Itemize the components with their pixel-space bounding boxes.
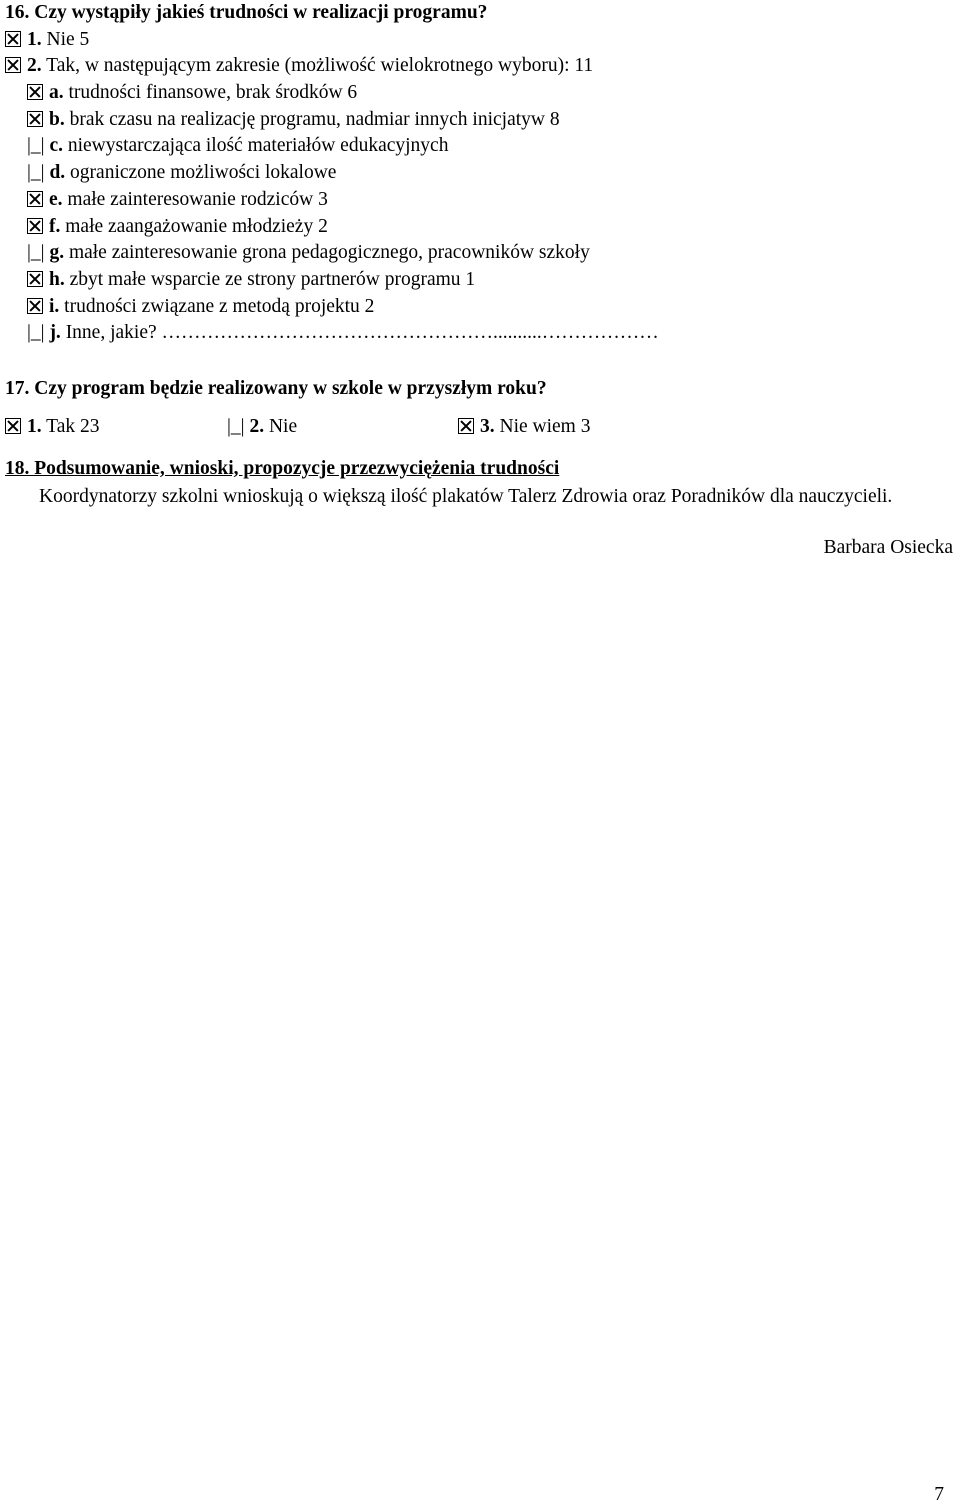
q16-option-row[interactable] — [5, 187, 957, 214]
empty-checkbox-icon[interactable]: |_| — [27, 162, 45, 184]
option-text: niewystarczająca ilość materiałów edukacyjnych — [62, 135, 449, 157]
option-letter: f. — [49, 215, 61, 237]
q16-option-row[interactable] — [5, 53, 957, 80]
page-content — [5, 0, 957, 561]
option-text: małe zainteresowanie grona pedagogicznego, pracowników szkoły — [64, 242, 590, 264]
q16-option-row[interactable] — [5, 240, 957, 267]
option-text: zbyt małe wsparcie ze strony partnerów programu 1 — [64, 268, 476, 290]
option-text: małe zaangażowanie młodzieży 2 — [60, 215, 328, 237]
option-letter: i. — [49, 295, 60, 317]
q16-option-row[interactable] — [5, 80, 957, 107]
question-17-title-row — [5, 374, 957, 404]
q16-option-row[interactable] — [5, 160, 957, 187]
option-letter: e. — [49, 188, 63, 210]
option-text: Tak, w następującym zakresie (możliwość wielokrotnego wyboru): 11 — [41, 55, 594, 77]
option-text: Nie 5 — [41, 28, 90, 50]
option-letter: d. — [49, 162, 66, 184]
empty-checkbox-icon[interactable]: |_| — [227, 415, 245, 437]
option-letter: h. — [49, 268, 65, 290]
question-16-options — [5, 27, 957, 347]
option-letter: c. — [49, 135, 63, 157]
q16-option-row[interactable] — [5, 320, 957, 347]
q17-option-3[interactable]: 3. Nie wiem 3 — [458, 414, 590, 441]
q16-option-row[interactable] — [5, 294, 957, 321]
option-text: ograniczone możliwości lokalowe — [65, 162, 337, 184]
q16-option-row[interactable] — [5, 133, 957, 160]
option-letter: a. — [49, 82, 64, 104]
question-18-title: 18. Podsumowanie, wnioski, propozycje przezwyciężenia trudności — [5, 457, 560, 479]
question-18-body: Koordynatorzy szkolni wnioskują o większą ilość plakatów Talerz Zdrowia oraz Poradników dla nauczycieli. — [39, 485, 893, 507]
checked-checkbox-icon[interactable] — [27, 191, 43, 207]
option-letter: 1. — [27, 28, 42, 50]
option-letter: b. — [49, 108, 65, 130]
checked-checkbox-icon[interactable] — [5, 418, 21, 434]
checked-checkbox-icon[interactable] — [27, 298, 43, 314]
empty-checkbox-icon[interactable]: |_| — [27, 242, 45, 264]
option-text: Inne, jakie? ……………………………………………..........……………… — [60, 322, 659, 344]
checked-checkbox-icon[interactable] — [5, 31, 21, 47]
checked-checkbox-icon[interactable] — [27, 84, 43, 100]
q17-option-2[interactable]: |_| 2. Nie — [227, 415, 298, 437]
option-text: trudności finansowe, brak środków 6 — [63, 82, 358, 104]
option-letter: 2. — [27, 55, 42, 77]
option-letter: g. — [49, 242, 65, 264]
q16-option-row[interactable] — [5, 27, 957, 54]
signature: Barbara Osiecka — [823, 536, 953, 558]
spacer — [5, 347, 957, 374]
checked-checkbox-icon[interactable] — [27, 218, 43, 234]
question-17-options — [5, 414, 957, 444]
q16-option-row[interactable] — [5, 214, 957, 241]
checked-checkbox-icon[interactable] — [5, 57, 21, 73]
checked-checkbox-icon[interactable] — [27, 271, 43, 287]
question-17-title: 17. Czy program będzie realizowany w szkole w przyszłym roku? — [5, 377, 547, 399]
empty-checkbox-icon[interactable]: |_| — [27, 322, 45, 344]
option-text: brak czasu na realizację programu, nadmiar innych inicjatyw 8 — [64, 108, 560, 130]
q16-option-row[interactable] — [5, 267, 957, 294]
q17-option-1[interactable]: 1. Tak 23 — [5, 414, 99, 441]
page-number: 7 — [934, 1484, 944, 1505]
option-letter: j. — [49, 322, 61, 344]
checked-checkbox-icon[interactable] — [458, 418, 474, 434]
question-16-title: 16. Czy wystąpiły jakieś trudności w realizacji programu? — [5, 2, 488, 23]
option-text: trudności związane z metodą projektu 2 — [59, 295, 375, 317]
option-text: małe zainteresowanie rodziców 3 — [62, 188, 328, 210]
empty-checkbox-icon[interactable]: |_| — [27, 135, 45, 157]
checked-checkbox-icon[interactable] — [27, 111, 43, 127]
q16-option-row[interactable] — [5, 107, 957, 134]
